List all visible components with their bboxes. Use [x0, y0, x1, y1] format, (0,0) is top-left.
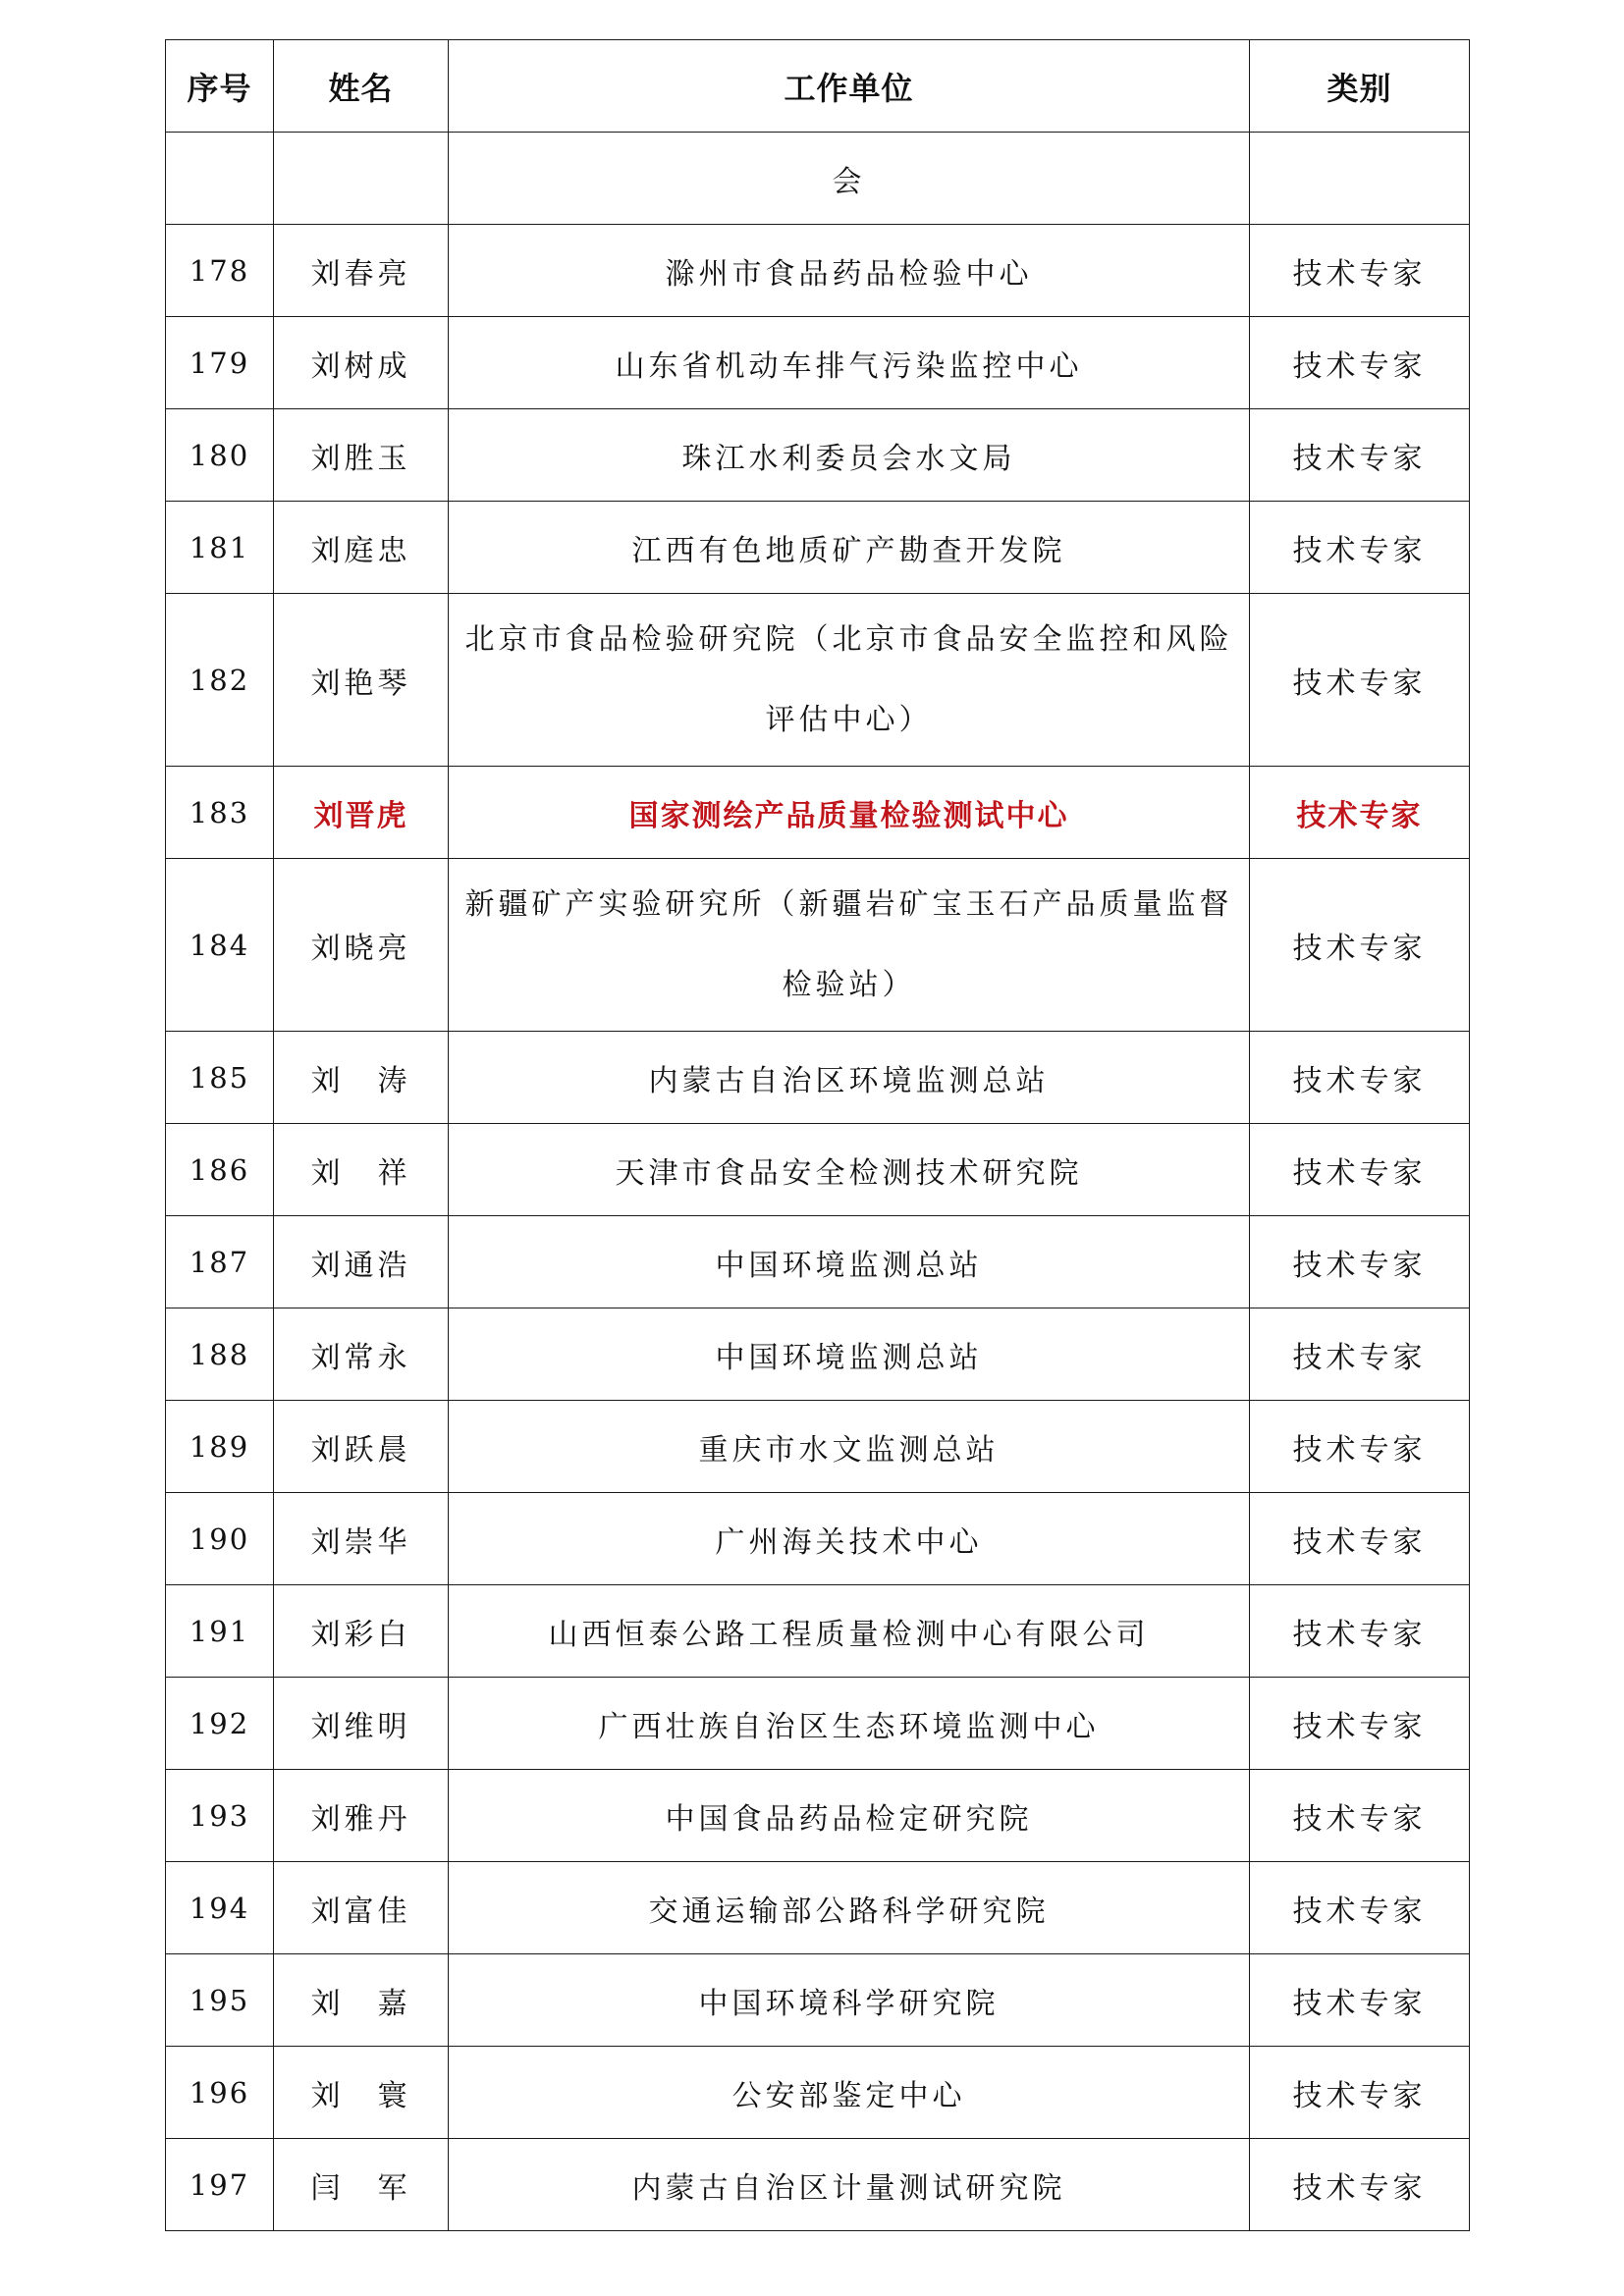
table-row — [166, 502, 1470, 594]
cell-category: 技术专家 — [1250, 1585, 1470, 1678]
cell-number: 190 — [166, 1493, 274, 1585]
cell-number: 181 — [166, 502, 274, 594]
table-row — [166, 1770, 1470, 1862]
table-row — [166, 1678, 1470, 1770]
cell-name: 刘晓亮 — [274, 859, 449, 1032]
cell-unit: 珠江水利委员会水文局 — [449, 409, 1250, 502]
cell-category: 技术专家 — [1250, 1954, 1470, 2047]
cell-name: 刘常永 — [274, 1308, 449, 1401]
cell-unit: 中国环境科学研究院 — [449, 1954, 1250, 2047]
cell-unit: 会 — [449, 133, 1250, 225]
cell-number: 186 — [166, 1124, 274, 1216]
cell-unit: 山西恒泰公路工程质量检测中心有限公司 — [449, 1585, 1250, 1678]
cell-name: 刘 涛 — [274, 1032, 449, 1124]
cell-number: 183 — [166, 767, 274, 859]
cell-number: 191 — [166, 1585, 274, 1678]
cell-unit: 中国环境监测总站 — [449, 1308, 1250, 1401]
cell-name: 刘富佳 — [274, 1862, 449, 1954]
cell-unit: 公安部鉴定中心 — [449, 2047, 1250, 2139]
cell-number: 192 — [166, 1678, 274, 1770]
cell-name: 刘树成 — [274, 317, 449, 409]
cell-number: 189 — [166, 1401, 274, 1493]
table-row — [166, 1124, 1470, 1216]
cell-number: 196 — [166, 2047, 274, 2139]
cell-category: 技术专家 — [1250, 1124, 1470, 1216]
cell-unit: 中国食品药品检定研究院 — [449, 1770, 1250, 1862]
cell-name: 刘 寰 — [274, 2047, 449, 2139]
header-number: 序号 — [166, 40, 274, 133]
cell-category: 技术专家 — [1250, 1216, 1470, 1308]
cell-unit: 山东省机动车排气污染监控中心 — [449, 317, 1250, 409]
cell-name — [274, 133, 449, 225]
table-row — [166, 1401, 1470, 1493]
cell-name: 刘维明 — [274, 1678, 449, 1770]
table-row — [166, 317, 1470, 409]
cell-unit: 国家测绘产品质量检验测试中心 — [449, 767, 1250, 859]
cell-category: 技术专家 — [1250, 1862, 1470, 1954]
cell-category: 技术专家 — [1250, 767, 1470, 859]
cell-category: 技术专家 — [1250, 1401, 1470, 1493]
cell-name: 刘崇华 — [274, 1493, 449, 1585]
header-row — [166, 40, 1470, 133]
header-unit: 工作单位 — [449, 40, 1250, 133]
table-row — [166, 1862, 1470, 1954]
table-row-highlighted — [166, 767, 1470, 859]
cell-category — [1250, 133, 1470, 225]
cell-number: 178 — [166, 225, 274, 317]
cell-number: 195 — [166, 1954, 274, 2047]
table-row — [166, 1585, 1470, 1678]
cell-number: 197 — [166, 2139, 274, 2231]
cell-name: 刘春亮 — [274, 225, 449, 317]
cell-category: 技术专家 — [1250, 2047, 1470, 2139]
table-row — [166, 2047, 1470, 2139]
table-row — [166, 594, 1470, 767]
cell-category: 技术专家 — [1250, 317, 1470, 409]
cell-unit: 内蒙古自治区环境监测总站 — [449, 1032, 1250, 1124]
cell-name: 刘 嘉 — [274, 1954, 449, 2047]
cell-unit: 天津市食品安全检测技术研究院 — [449, 1124, 1250, 1216]
cell-category: 技术专家 — [1250, 2139, 1470, 2231]
cell-category: 技术专家 — [1250, 859, 1470, 1032]
header-name: 姓名 — [274, 40, 449, 133]
cell-unit: 新疆矿产实验研究所（新疆岩矿宝玉石产品质量监督检验站） — [449, 859, 1250, 1032]
cell-category: 技术专家 — [1250, 594, 1470, 767]
cell-unit: 广州海关技术中心 — [449, 1493, 1250, 1585]
table-row — [166, 1308, 1470, 1401]
cell-number — [166, 133, 274, 225]
table-row — [166, 859, 1470, 1032]
cell-number: 194 — [166, 1862, 274, 1954]
cell-name: 刘通浩 — [274, 1216, 449, 1308]
cell-name: 刘彩白 — [274, 1585, 449, 1678]
cell-unit: 滁州市食品药品检验中心 — [449, 225, 1250, 317]
cell-unit: 江西有色地质矿产勘查开发院 — [449, 502, 1250, 594]
cell-category: 技术专家 — [1250, 502, 1470, 594]
cell-category: 技术专家 — [1250, 1678, 1470, 1770]
cell-category: 技术专家 — [1250, 409, 1470, 502]
table-row — [166, 225, 1470, 317]
cell-number: 187 — [166, 1216, 274, 1308]
cell-number: 182 — [166, 594, 274, 767]
table-row — [166, 2139, 1470, 2231]
table-row — [166, 409, 1470, 502]
cell-category: 技术专家 — [1250, 1770, 1470, 1862]
cell-name: 刘雅丹 — [274, 1770, 449, 1862]
table-row — [166, 1493, 1470, 1585]
header-category: 类别 — [1250, 40, 1470, 133]
cell-number: 184 — [166, 859, 274, 1032]
cell-unit: 北京市食品检验研究院（北京市食品安全监控和风险评估中心） — [449, 594, 1250, 767]
cell-name: 刘庭忠 — [274, 502, 449, 594]
table-row — [166, 1954, 1470, 2047]
expert-roster-table — [165, 39, 1470, 2231]
table-row — [166, 1032, 1470, 1124]
cell-unit: 交通运输部公路科学研究院 — [449, 1862, 1250, 1954]
cell-category: 技术专家 — [1250, 1493, 1470, 1585]
cell-unit: 中国环境监测总站 — [449, 1216, 1250, 1308]
cell-number: 193 — [166, 1770, 274, 1862]
cell-number: 179 — [166, 317, 274, 409]
cell-name: 刘跃晨 — [274, 1401, 449, 1493]
cell-number: 185 — [166, 1032, 274, 1124]
cell-unit: 广西壮族自治区生态环境监测中心 — [449, 1678, 1250, 1770]
cell-category: 技术专家 — [1250, 1032, 1470, 1124]
cell-number: 180 — [166, 409, 274, 502]
table-row — [166, 1216, 1470, 1308]
cell-number: 188 — [166, 1308, 274, 1401]
cell-category: 技术专家 — [1250, 1308, 1470, 1401]
cell-category: 技术专家 — [1250, 225, 1470, 317]
cell-name: 刘晋虎 — [274, 767, 449, 859]
cell-unit: 内蒙古自治区计量测试研究院 — [449, 2139, 1250, 2231]
continuation-row — [166, 133, 1470, 225]
cell-unit: 重庆市水文监测总站 — [449, 1401, 1250, 1493]
cell-name: 刘 祥 — [274, 1124, 449, 1216]
cell-name: 刘胜玉 — [274, 409, 449, 502]
cell-name: 闫 军 — [274, 2139, 449, 2231]
cell-name: 刘艳琴 — [274, 594, 449, 767]
